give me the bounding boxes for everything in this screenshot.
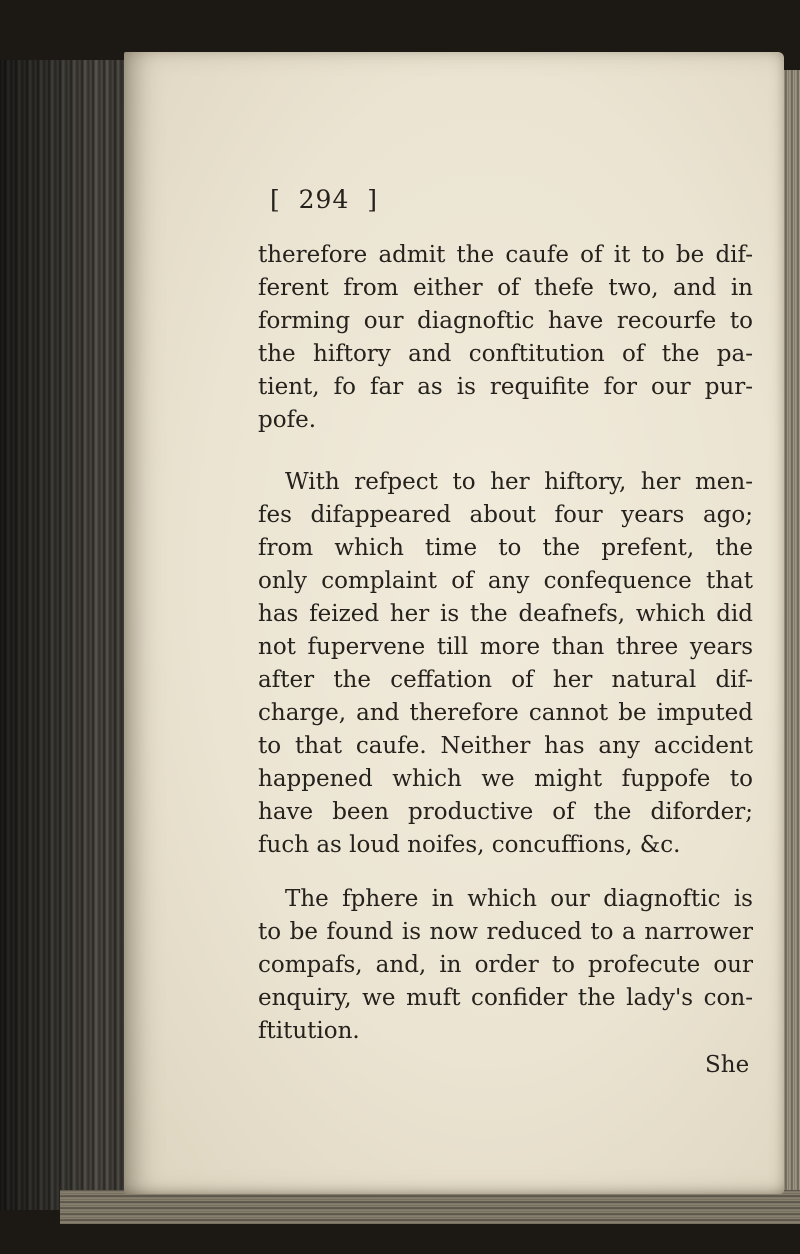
text-line: The fphere in which our diagnoftic is	[285, 886, 753, 912]
text-line: forming our diagnoftic have recourfe to	[258, 308, 753, 334]
text-line: With refpect to her hiftory, her men-	[285, 469, 753, 495]
text-line: charge, and therefore cannot be imputed	[258, 700, 753, 726]
page-edges-bottom	[60, 1190, 800, 1224]
text-line: from which time to the prefent, the	[258, 535, 753, 561]
text-line: after the ceffation of her natural dif-	[258, 667, 753, 693]
text-line: the hiftory and conftitution of the pa-	[258, 341, 753, 367]
text-line: tient, fo far as is requifite for our pur-	[258, 374, 753, 400]
page-number-header: [ 294 ]	[270, 185, 379, 214]
text-line: compafs, and, in order to profecute our	[258, 952, 753, 978]
text-line: ftitution.	[258, 1018, 360, 1044]
text-line: therefore admit the caufe of it to be dif-	[258, 242, 753, 268]
text-line: not fupervene till more than three years	[258, 634, 753, 660]
catchword: She	[705, 1052, 750, 1078]
text-line: has feized her is the deafnefs, which did	[258, 601, 753, 627]
text-line: pofe.	[258, 407, 317, 433]
text-line: only complaint of any confequence that	[258, 568, 753, 594]
text-line: fes difappeared about four years ago;	[258, 502, 753, 528]
text-line: to that caufe. Neither has any accident	[258, 733, 753, 759]
text-line: enquiry, we muft confider the lady's con-	[258, 985, 753, 1011]
text-line: to be found is now reduced to a narrower	[258, 919, 753, 945]
spine-shadow	[0, 60, 140, 1210]
text-line: fuch as loud noifes, concuffions, &c.	[258, 832, 681, 858]
text-line: ferent from either of thefe two, and in	[258, 275, 753, 301]
text-line: have been productive of the diforder;	[258, 799, 753, 825]
text-line: happened which we might fuppofe to	[258, 766, 753, 792]
